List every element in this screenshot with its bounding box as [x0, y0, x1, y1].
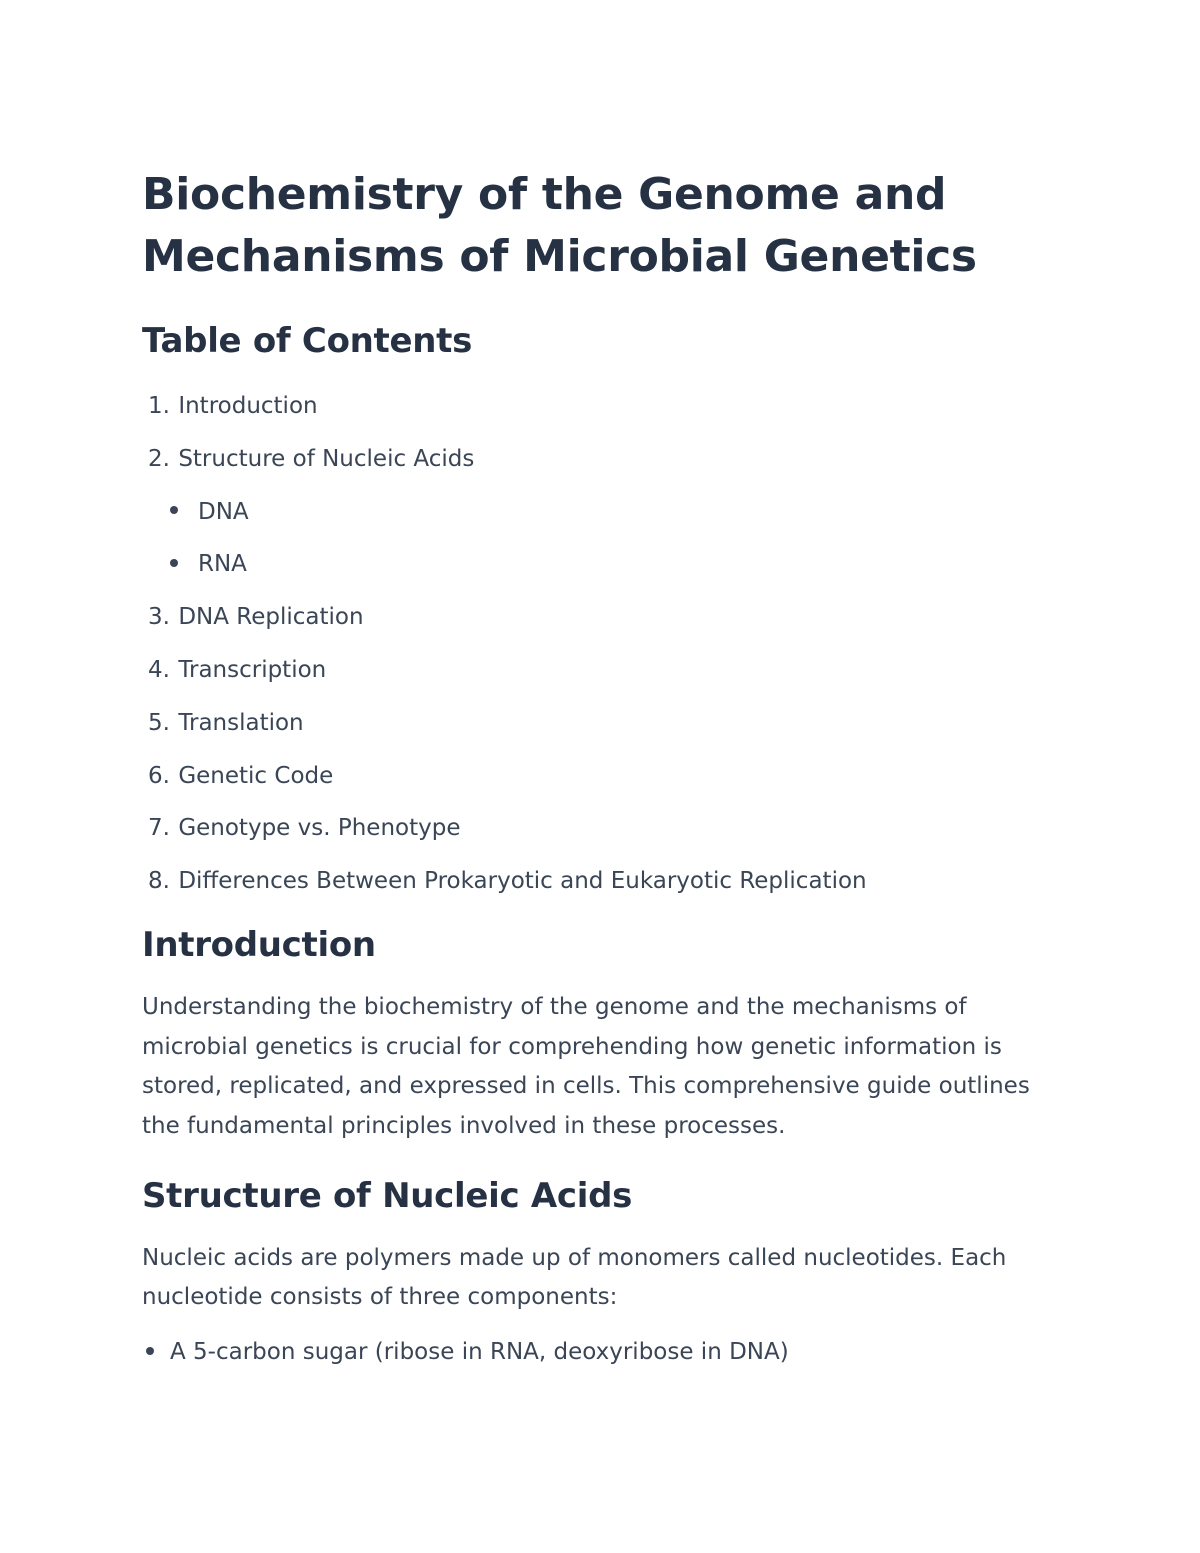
list-item-text: A 5-carbon sugar (ribose in RNA, deoxyribose in DNA) [170, 1339, 789, 1366]
nucleic-acids-heading: Structure of Nucleic Acids [142, 1175, 633, 1216]
title-line-2: Mechanisms of Microbial Genetics [142, 231, 977, 282]
document-title [142, 164, 1072, 288]
toc-item-label: Genetic Code [178, 762, 334, 789]
toc-item-transcription[interactable] [142, 644, 1072, 697]
toc-item-label: Differences Between Prokaryotic and Eukaryotic Replication [178, 868, 867, 895]
toc-subitem-label: DNA [198, 498, 249, 525]
toc-item-label: Translation [178, 709, 304, 736]
title-line-1: Biochemistry of the Genome and [142, 169, 947, 220]
bullet-icon [170, 506, 178, 514]
introduction-paragraph: Understanding the biochemistry of the genome and the mechanisms of microbial genetics is crucial for comprehending how genetic information is stored, replicated, and expressed in cells. This comprehensive guide outlines the fundamental principles involved in these processes. [142, 993, 1030, 1140]
toc-item-number: 8. [148, 868, 170, 895]
bullet-icon [146, 1347, 154, 1355]
toc-item-genotype-vs-phenotype[interactable] [142, 802, 1072, 855]
toc-subitem-dna[interactable] [142, 486, 1072, 539]
toc-item-structure-of-nucleic-acids[interactable] [142, 433, 1072, 486]
toc-item-label: Genotype vs. Phenotype [178, 815, 461, 842]
document-page [142, 164, 1072, 1372]
toc-item-dna-replication[interactable] [142, 591, 1072, 644]
toc-item-number: 4. [148, 656, 170, 683]
bullet-icon [170, 559, 178, 567]
toc-item-introduction[interactable] [142, 380, 1072, 433]
table-of-contents [142, 380, 1072, 908]
toc-item-number: 6. [148, 762, 170, 789]
toc-item-number: 1. [148, 393, 170, 419]
introduction-heading: Introduction [142, 924, 376, 965]
toc-item-label: Introduction [178, 393, 318, 419]
toc-item-translation[interactable] [142, 697, 1072, 750]
toc-item-number: 5. [148, 709, 170, 736]
toc-subitem-rna[interactable] [142, 538, 1072, 591]
toc-item-label: Transcription [178, 656, 327, 683]
toc-item-label: DNA Replication [178, 604, 364, 631]
toc-item-label: Structure of Nucleic Acids [178, 445, 475, 472]
toc-heading: Table of Contents [142, 321, 473, 361]
nucleic-acids-paragraph: Nucleic acids are polymers made up of monomers called nucleotides. Each nucleotide consists of three components: [142, 1244, 1007, 1311]
nucleotide-components-list [142, 1332, 1072, 1372]
toc-item-number: 7. [148, 815, 170, 842]
toc-item-genetic-code[interactable] [142, 750, 1072, 803]
toc-subitem-label: RNA [198, 551, 247, 578]
list-item [142, 1332, 1072, 1372]
toc-item-prokaryotic-eukaryotic-differences[interactable] [142, 855, 1072, 908]
toc-item-number: 3. [148, 604, 170, 631]
toc-item-number: 2. [148, 445, 170, 472]
